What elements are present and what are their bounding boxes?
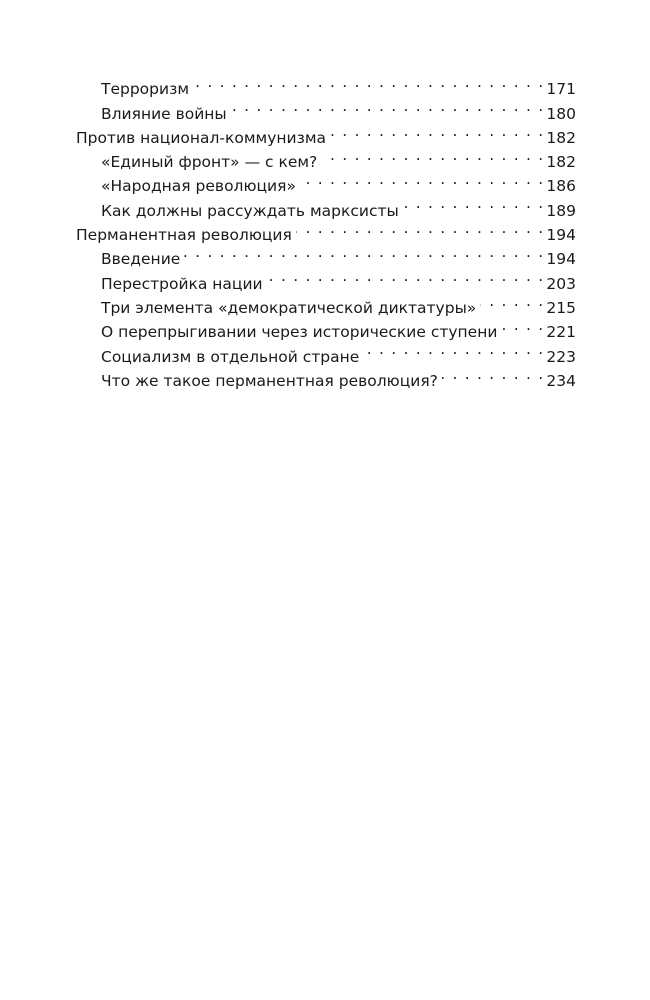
- toc-entry-page: 180: [546, 104, 576, 123]
- dot-leader: [330, 119, 544, 143]
- toc-entry-page: 215: [546, 298, 576, 317]
- toc-entry-page: 189: [546, 201, 576, 220]
- toc-entry: [76, 70, 576, 99]
- toc-entry-page: 186: [546, 177, 576, 196]
- toc-entry-page: 194: [546, 226, 576, 245]
- dot-leader: [403, 191, 545, 215]
- dot-leader: [300, 167, 544, 191]
- dot-leader: [267, 264, 545, 288]
- toc-entry-title: Против национал-коммунизма: [76, 128, 327, 147]
- dot-leader: [231, 94, 545, 118]
- toc-entry-title: Перманентная революция: [76, 226, 292, 245]
- toc-entry-title: Влияние войны: [101, 104, 227, 123]
- toc-entry-title: Терроризм: [101, 80, 190, 99]
- toc-entry-title: Три элемента «демократической диктатуры»: [101, 298, 477, 317]
- dot-leader: [501, 313, 544, 337]
- toc-entry-title: «Народная революция»: [101, 177, 296, 196]
- dot-leader: [193, 70, 544, 94]
- toc-entry-title: Социализм в отдельной стране: [101, 347, 360, 366]
- toc-entry-page: 203: [546, 274, 576, 293]
- dot-leader: [442, 362, 545, 386]
- toc-entry-title: Что же такое перманентная революция?: [101, 371, 438, 390]
- toc-entry-title: Перестройка нации: [101, 274, 263, 293]
- dot-leader: [184, 240, 544, 264]
- dot-leader: [296, 216, 545, 240]
- table-of-contents: [76, 70, 576, 390]
- dot-leader: [321, 143, 544, 167]
- toc-entry-page: 194: [546, 250, 576, 269]
- toc-entry-page: 221: [546, 323, 576, 342]
- toc-entry-page: 182: [546, 128, 576, 147]
- toc-entry-title: Введение: [101, 250, 181, 269]
- toc-entry-title: Как должны рассуждать марксисты: [101, 201, 399, 220]
- dot-leader: [480, 289, 544, 313]
- toc-entry-page: 171: [546, 80, 576, 99]
- toc-entry-page: 182: [546, 153, 576, 172]
- dot-leader: [363, 337, 544, 361]
- toc-entry-page: 234: [546, 371, 576, 390]
- toc-entry-title: О перепрыгивании через исторические ступени: [101, 323, 498, 342]
- toc-entry-page: 223: [546, 347, 576, 366]
- toc-entry-title: «Единый фронт» — с кем?: [101, 153, 318, 172]
